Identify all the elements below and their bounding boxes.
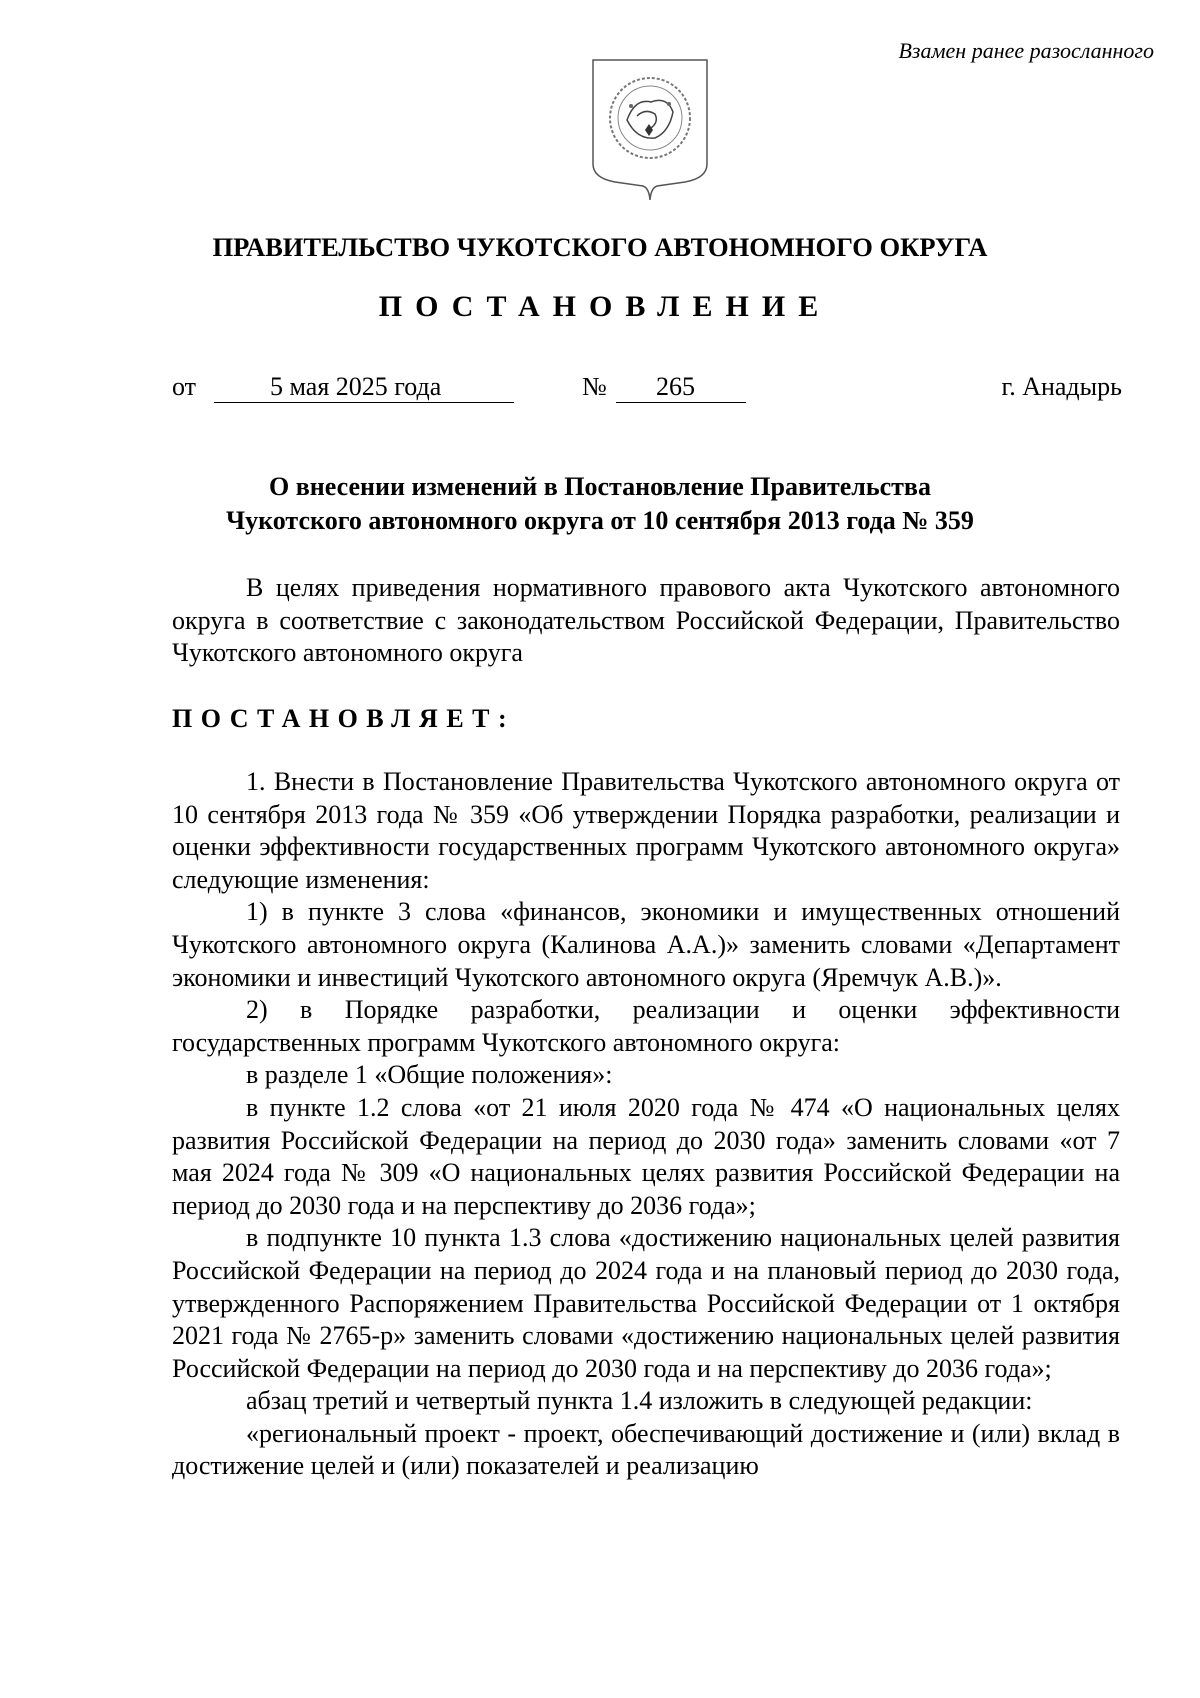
document-subject [0, 470, 1200, 538]
document-meta [172, 372, 1122, 408]
paragraph: абзац третий и четвертый пункта 1.4 изложить в следующей редакции: [246, 1386, 1033, 1416]
date-underline [214, 402, 514, 403]
paragraph: в пункте 1.2 слова «от 21 июля 2020 года № 474 «О национальных целях развития Российской Федерации на период до 2030 года» заменить словами «от 7 мая 2024 года № 309 «О национальных целях развития Российской Федерации на период до 2030 года и на перспективу до 2036 года»; [172, 1092, 1120, 1220]
preamble-text: В целях приведения нормативного правового акта Чукотского автономного округа в соответствие с законодательством Российской Федерации, Правительство Чукотского автономного округа [172, 573, 1120, 668]
document-number: 265 [656, 372, 695, 401]
number-prefix: № [582, 372, 607, 401]
paragraph: 1) в пункте 3 слова «финансов, экономики и имущественных отношений Чукотского автономного округа (Калинова А.А.)» заменить словами «Департамент экономики и инвестиций Чукотского автономного округа (Яремчук А.В.)». [172, 897, 1120, 992]
paragraph: в разделе 1 «Общие положения»: [246, 1060, 613, 1090]
date-prefix: от [172, 372, 197, 401]
document-date: 5 мая 2025 года [270, 372, 442, 401]
paragraph: 2) в Порядке разработки, реализации и оценки эффективности государственных программ Чукотского автономного округа: [172, 995, 1120, 1057]
document-city: г. Анадырь [1001, 372, 1122, 401]
paragraph: «региональный проект - проект, обеспечивающий достижение и (или) вклад в достижение целей и (или) показателей и реализацию [172, 1418, 1120, 1481]
subject-line-1: О внесении изменений в Постановление Правительства [269, 472, 931, 501]
document-type-title: ПОСТАНОВЛЕНИЕ [378, 290, 832, 323]
subject-line-2: Чукотского автономного округа от 10 сентября 2013 года № 359 [226, 506, 974, 535]
government-title: ПРАВИТЕЛЬСТВО ЧУКОТСКОГО АВТОНОМНОГО ОКРУГА [212, 232, 988, 262]
number-underline [616, 402, 746, 403]
preamble [172, 572, 1120, 670]
paragraph: 1. Внести в Постановление Правительства Чукотского автономного округа от 10 сентября 2013 года № 359 «Об утверждении Порядка разработки, реализации и оценки эффективности государственных программ Чукотского автономного округа» следующие изменения: [172, 767, 1120, 894]
coat-of-arms-icon [585, 54, 715, 204]
replacement-note: Взамен ранее разосланного [898, 38, 1154, 63]
document-body [172, 766, 1120, 1483]
paragraph: в подпункте 10 пункта 1.3 слова «достижению национальных целей развития Российской Федерации на период до 2024 года и на плановый период до 2030 года, утвержденного Распоряжением Правительства Российской Федерации от 1 октября 2021 года № 2765-р» заменить словами «достижению национальных целей развития Российской Федерации на период до 2030 года и на перспективу до 2036 года»; [172, 1223, 1120, 1383]
resolves-heading: ПОСТАНОВЛЯЕТ: [172, 704, 516, 733]
